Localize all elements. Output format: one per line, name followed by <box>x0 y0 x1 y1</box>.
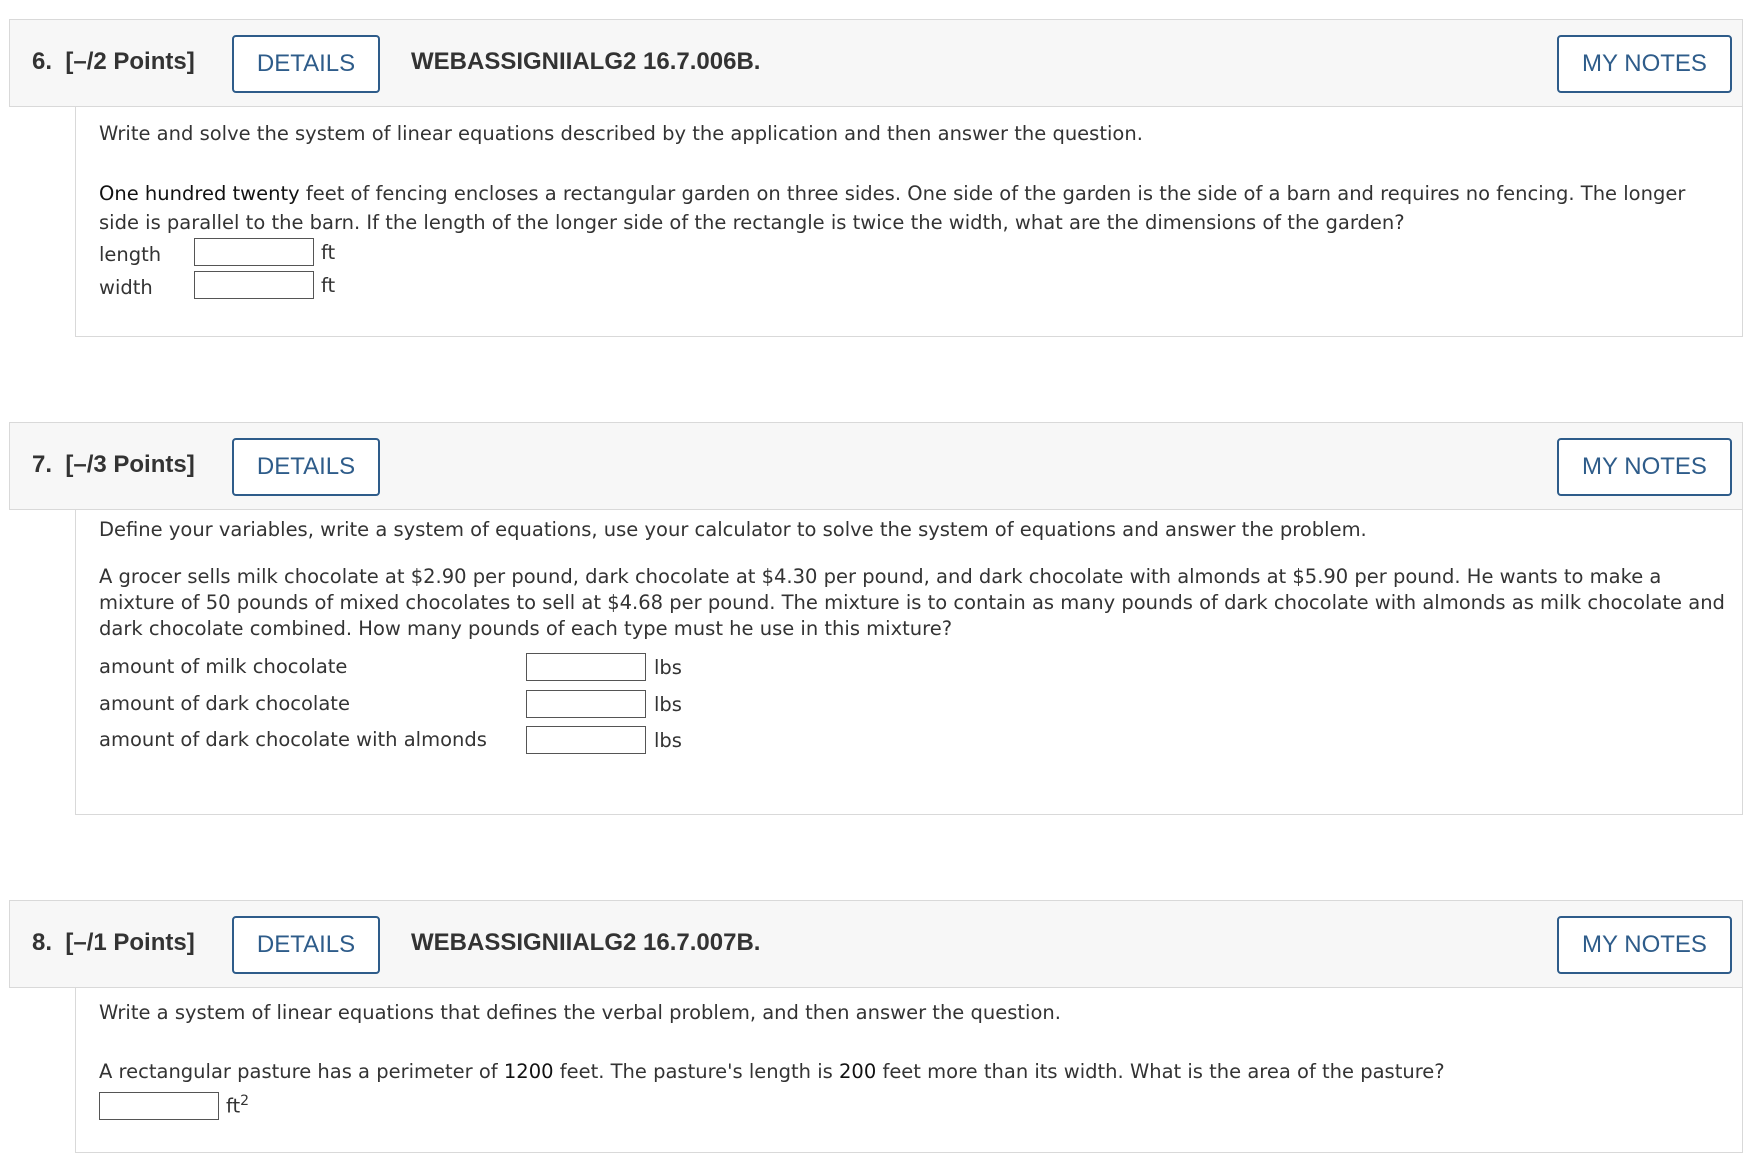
question-6-width-unit: ft <box>321 274 336 297</box>
question-7-body <box>75 510 1743 815</box>
question-7-my-notes-button[interactable]: MY NOTES <box>1557 438 1732 496</box>
question-6-width-input[interactable] <box>194 271 314 299</box>
question-6-instruction: Write and solve the system of linear equations described by the application and then answer the question. <box>99 122 1143 145</box>
question-6-details-button[interactable]: DETAILS <box>232 35 380 93</box>
question-6-my-notes-button[interactable]: MY NOTES <box>1557 35 1732 93</box>
question-8-header <box>9 900 1743 988</box>
question-6-header <box>9 19 1743 107</box>
question-7-almond-input[interactable] <box>526 726 646 754</box>
question-8-code: WEBASSIGNIIALG2 16.7.007B. <box>411 929 761 956</box>
question-8-problem: A rectangular pasture has a perimeter of 1200 feet. The pasture's length is 200 feet more than its width. What is the area of the pasture? <box>99 1060 1445 1083</box>
question-7-dark-label: amount of dark chocolate <box>99 692 350 715</box>
question-8-area-unit: $ft^2$ <box>226 1093 250 1118</box>
question-6-problem-text: feet of fencing encloses a rectangular garden on three sides. One side of the garden is the side of a barn and requires no fencing. The longer side is parallel to the barn. If the length of the longer side of the rectangle is twice the width, what are the dimensions of the garden? <box>99 182 1686 234</box>
question-7-details-button[interactable]: DETAILS <box>232 438 380 496</box>
question-7-milk-label: amount of milk chocolate <box>99 655 348 678</box>
question-7-almond-unit: lbs <box>654 729 682 752</box>
question-6-length-unit: ft <box>321 241 336 264</box>
question-6-problem <box>99 179 1729 237</box>
question-6-code: WEBASSIGNIIALG2 16.7.006B. <box>411 48 761 75</box>
question-8-details-button[interactable]: DETAILS <box>232 916 380 974</box>
question-7-instruction: Define your variables, write a system of equations, use your calculator to solve the system of equations and answer the problem. <box>99 518 1367 541</box>
question-8-points: 8. [–/1 Points] <box>32 929 195 956</box>
question-7-milk-input[interactable] <box>526 653 646 681</box>
question-7-header <box>9 422 1743 510</box>
question-6-length-input[interactable] <box>194 238 314 266</box>
question-6-body <box>75 107 1743 337</box>
question-7-dark-unit: lbs <box>654 693 682 716</box>
question-6-length-label: length <box>99 243 162 266</box>
question-7-dark-input[interactable] <box>526 690 646 718</box>
question-7-almond-label: amount of dark chocolate with almonds <box>99 728 487 751</box>
question-8-instruction: Write a system of linear equations that defines the verbal problem, and then answer the question. <box>99 1001 1061 1024</box>
question-8-length-difference-value: 200 <box>839 1060 877 1083</box>
question-6-problem-highlight: One hundred twenty <box>99 182 300 205</box>
question-7-milk-unit: lbs <box>654 656 682 679</box>
question-6-width-label: width <box>99 276 153 299</box>
question-6-points: 6. [–/2 Points] <box>32 48 195 75</box>
question-7-problem: A grocer sells milk chocolate at $2.90 per pound, dark chocolate at $4.30 per pound, and dark chocolate with almonds at $5.90 per pound. He wants to make a mixture of 50 pounds of mixed chocolates to sell at $4.68 per pound. The mixture is to contain as many pounds of dark chocolate with almonds as milk chocolate and dark chocolate combined. How many pounds of each type must he use in this mixture? <box>99 565 1725 640</box>
question-8-body <box>75 988 1743 1153</box>
question-8-area-input[interactable] <box>99 1092 219 1120</box>
question-7-points: 7. [–/3 Points] <box>32 451 195 478</box>
question-8-my-notes-button[interactable]: MY NOTES <box>1557 916 1732 974</box>
question-8-perimeter-value: 1200 <box>503 1060 554 1083</box>
